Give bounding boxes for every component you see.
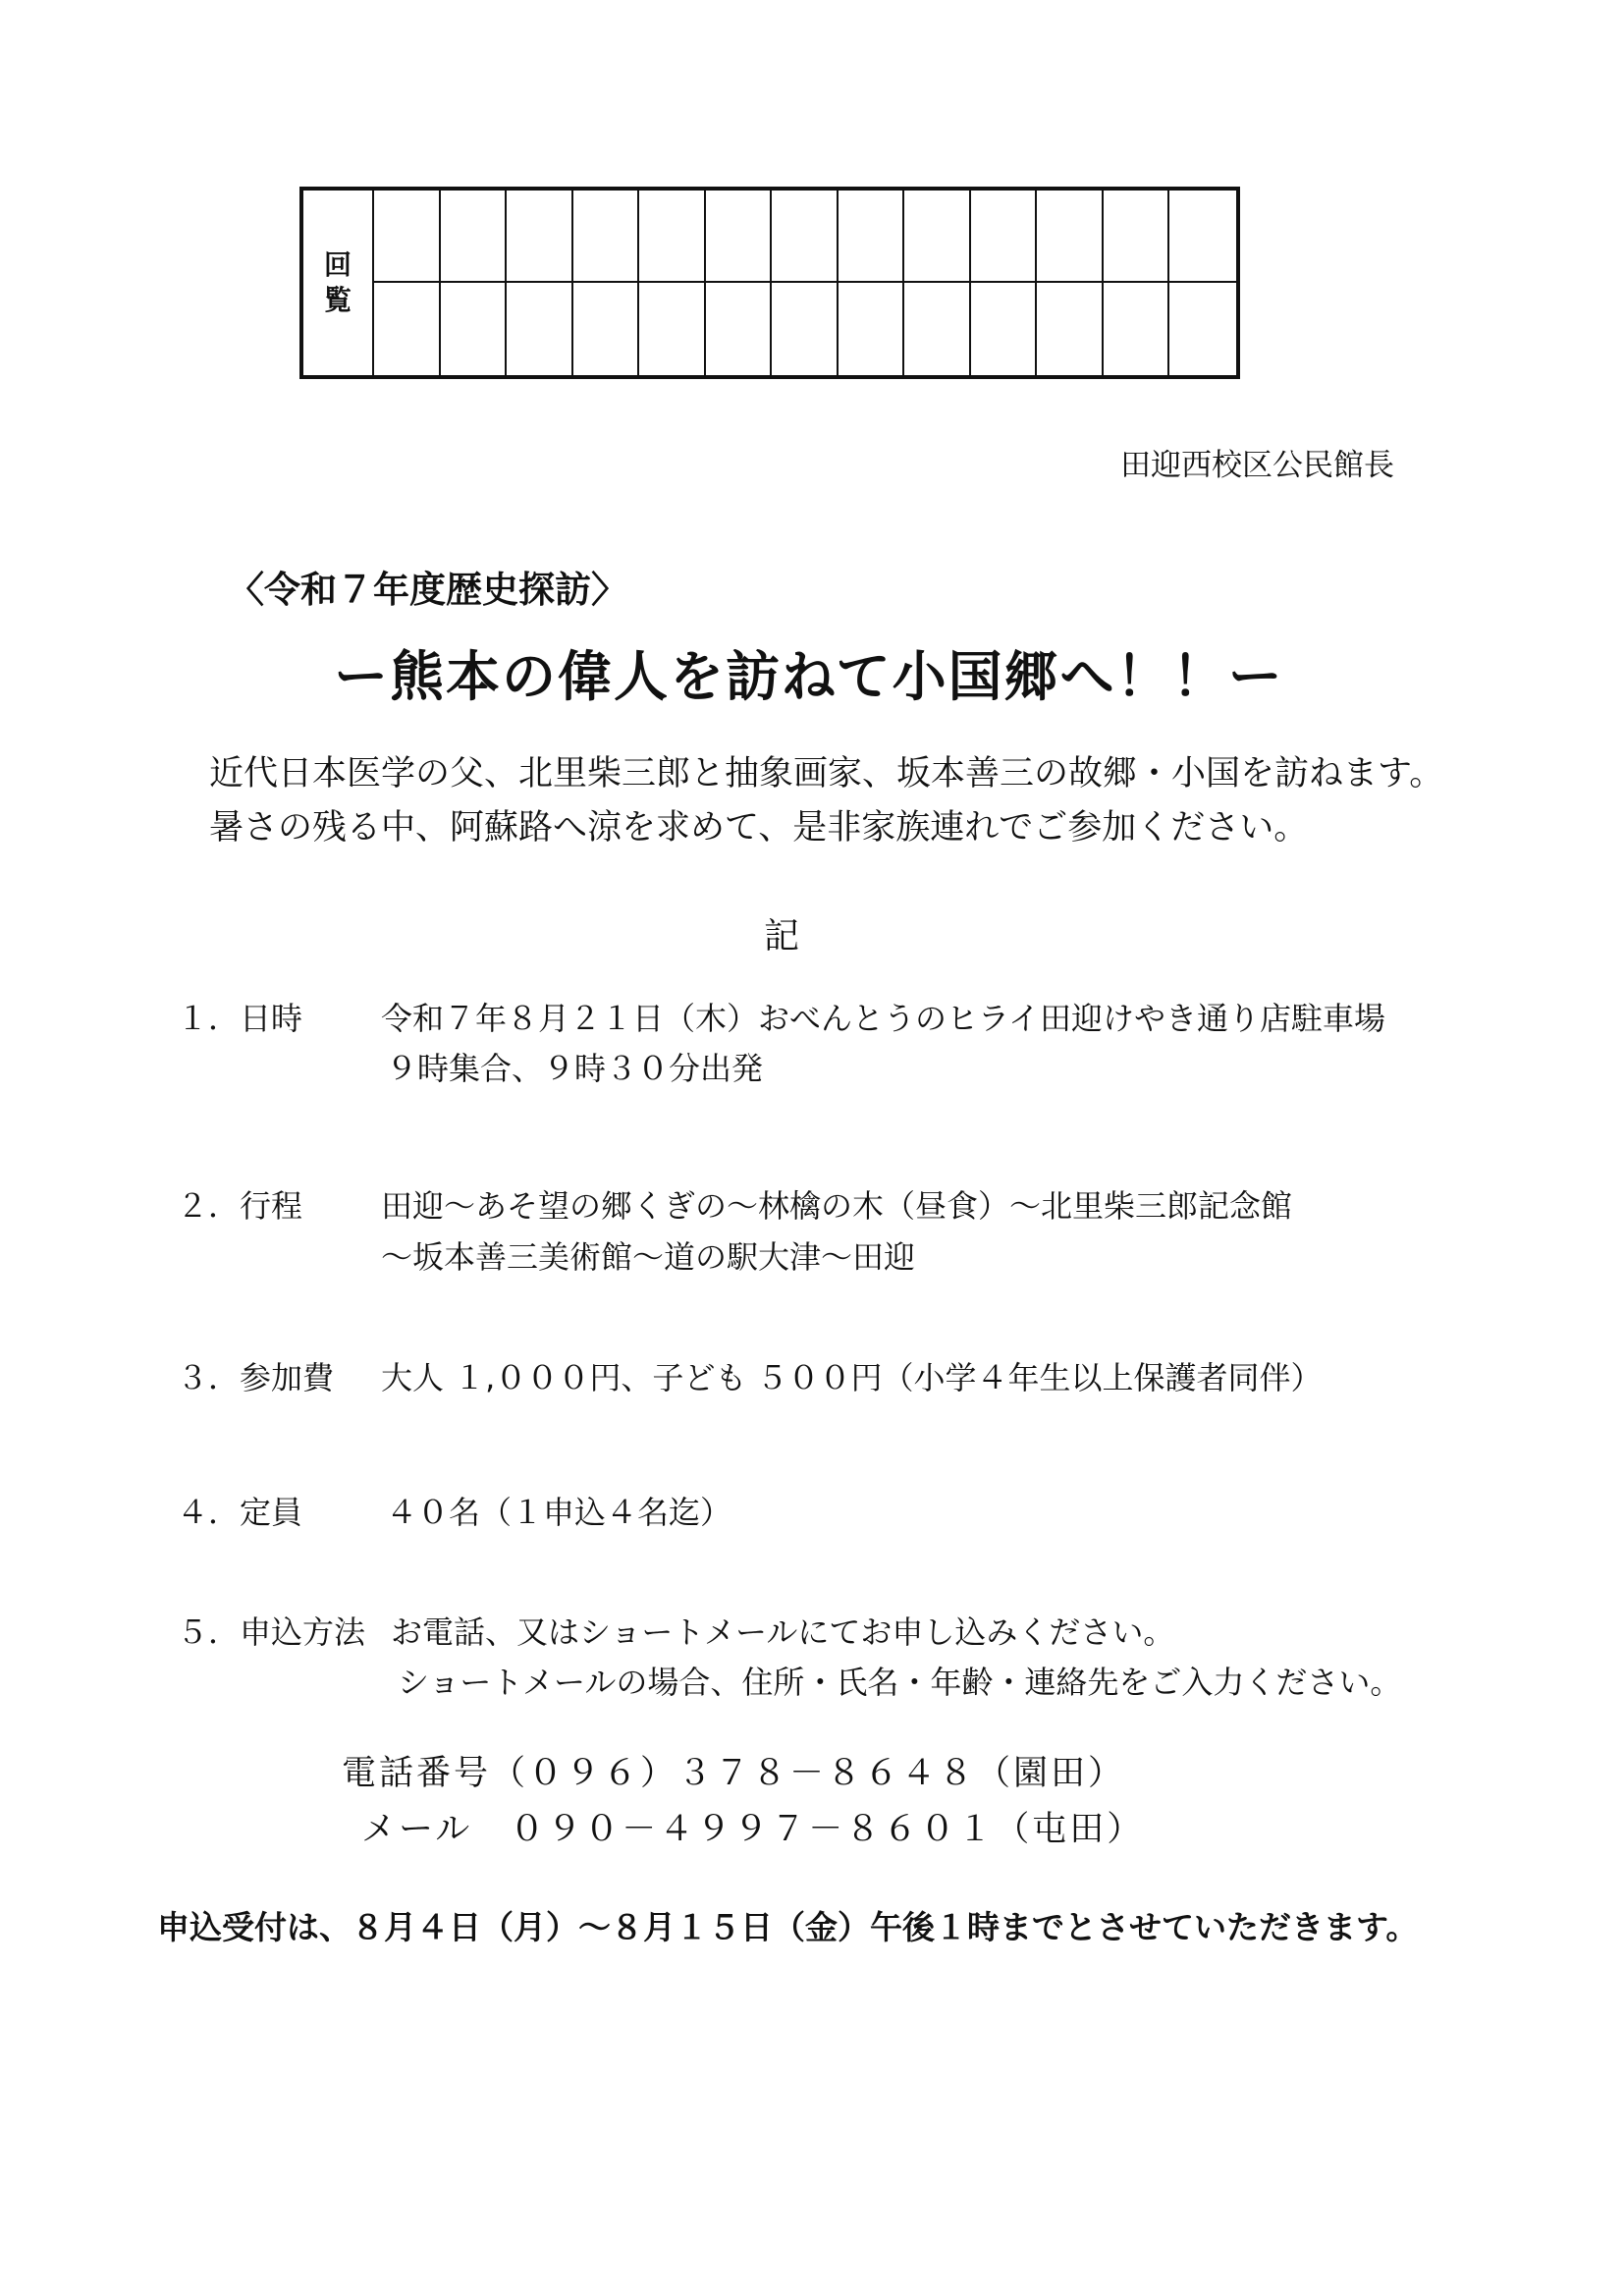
item-label: ５．申込方法 <box>177 1613 366 1651</box>
circulation-stamp-cell <box>573 283 640 375</box>
contact-mail: メール ０９０－４９９７－８６０１（屯田） <box>361 1810 1145 1849</box>
item-text: お電話、又はショートメールにてお申し込みください。 <box>391 1613 1175 1651</box>
circulation-label <box>303 191 374 375</box>
circulation-stamp-cell <box>904 191 971 283</box>
circulation-stamp-cell <box>904 283 971 375</box>
circulation-stamp-cell <box>507 191 573 283</box>
circulation-label-char: 回 <box>323 248 352 281</box>
circulation-stamp-cell <box>441 283 508 375</box>
series-heading: 〈令和７年度歴史探訪〉 <box>228 569 627 611</box>
intro-line: 近代日本医学の父、北里柴三郎と抽象画家、坂本善三の故郷・小国を訪ねます。 <box>209 754 1444 793</box>
circulation-label-char: 覧 <box>323 284 352 316</box>
circulation-stamp-cell <box>971 191 1038 283</box>
ki-heading: 記 <box>764 916 800 957</box>
contact-phone: 電話番号（０９６）３７８－８６４８（園田） <box>342 1754 1126 1793</box>
circulation-stamp-cell <box>374 191 441 283</box>
organizer: 田迎西校区公民館長 <box>1120 448 1394 483</box>
circulation-stamp-cell <box>1169 283 1236 375</box>
circulation-stamp-cell <box>573 191 640 283</box>
circulation-stamp-cell <box>1104 191 1170 283</box>
circulation-box <box>299 187 1240 379</box>
circulation-stamp-cell <box>639 191 706 283</box>
circulation-grid <box>374 191 1236 375</box>
item-label: ２．行程 <box>177 1187 303 1225</box>
intro-line: 暑さの残る中、阿蘇路へ涼を求めて、是非家族連れでご参加ください。 <box>209 808 1309 847</box>
circulation-stamp-cell <box>374 283 441 375</box>
page-title: ー熊本の偉人を訪ねて小国郷へ！！ー <box>334 645 1284 708</box>
circulation-stamp-cell <box>507 283 573 375</box>
circulation-stamp-cell <box>706 283 773 375</box>
circulation-stamp-cell <box>839 283 905 375</box>
item-text: ～坂本善三美術館～道の駅大津～田迎 <box>381 1238 916 1276</box>
circulation-stamp-cell <box>1169 191 1236 283</box>
circulation-stamp-cell <box>772 283 839 375</box>
item-label: １．日時 <box>177 1000 303 1037</box>
item-text: ９時集合、９時３０分出発 <box>386 1050 764 1087</box>
circulation-stamp-cell <box>441 191 508 283</box>
circulation-stamp-cell <box>639 283 706 375</box>
item-text: 田迎～あそ望の郷くぎの～林檎の木（昼食）～北里柴三郎記念館 <box>381 1187 1293 1225</box>
item-text: ４０名（１申込４名迄） <box>386 1494 732 1531</box>
circulation-stamp-cell <box>971 283 1038 375</box>
circulation-stamp-cell <box>1037 191 1104 283</box>
circulation-stamp-cell <box>1037 283 1104 375</box>
item-label: ４．定員 <box>177 1494 303 1531</box>
item-text: ショートメールの場合、住所・氏名・年齢・連絡先をご入力ください。 <box>398 1664 1402 1701</box>
circulation-stamp-cell <box>839 191 905 283</box>
circulation-stamp-cell <box>706 191 773 283</box>
circulation-stamp-cell <box>772 191 839 283</box>
item-text: 令和７年８月２１日（木）おべんとうのヒライ田迎けやき通り店駐車場 <box>381 1000 1386 1037</box>
item-label: ３．参加費 <box>177 1359 335 1396</box>
circulation-stamp-cell <box>1104 283 1170 375</box>
item-text: 大人 １,０００円、子ども ５００円（小学４年生以上保護者同伴） <box>381 1359 1323 1396</box>
deadline-notice: 申込受付は、８月４日（月）～８月１５日（金）午後１時までとさせていただきます。 <box>157 1908 1419 1946</box>
